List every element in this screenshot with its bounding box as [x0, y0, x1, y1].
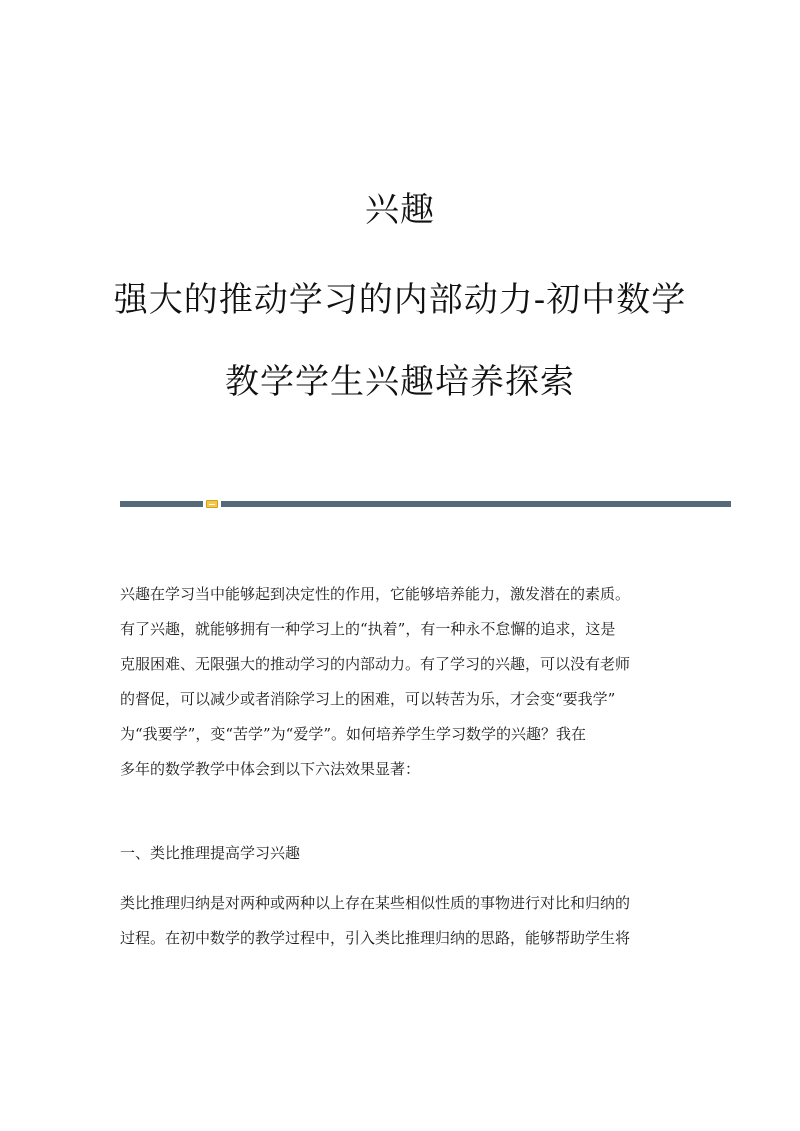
paragraph-line: 的督促，可以减少或者消除学习上的困难，可以转苦为乐，才会变“要我学”: [120, 690, 616, 708]
divider-bar-right: [221, 501, 731, 507]
paragraph-line: 为“我要学”，变“苦学”为“爱学”。如何培养学生学习数学的兴趣？我在: [120, 725, 587, 743]
section-heading-text: 一、类比推理提高学习兴趣: [120, 844, 301, 862]
intro-paragraph: [120, 577, 680, 787]
section-heading-1: [120, 836, 680, 871]
title-line-1: 兴趣: [365, 190, 435, 230]
divider-bar-left: [120, 501, 203, 507]
paragraph-line: 克服困难、无限强大的推动学习的内部动力。有了学习的兴趣，可以没有老师: [120, 655, 631, 673]
paragraph-line: 类比推理归纳是对两种或两种以上存在某些相似性质的事物进行对比和归纳的: [120, 894, 631, 912]
title-line-2: 强大的推动学习的内部动力-初中数学: [113, 280, 687, 320]
paragraph-line: 兴趣在学习当中能够起到决定性的作用，它能够培养能力，激发潜在的素质。: [120, 585, 631, 603]
paragraph-line: 多年的数学教学中体会到以下六法效果显著：: [120, 760, 421, 778]
title-line-3: 教学学生兴趣培养探索: [225, 362, 575, 402]
divider-ornament-icon: [206, 500, 218, 508]
paragraph-line: 有了兴趣，就能够拥有一种学习上的“执着”，有一种永不怠懈的追求，这是: [120, 620, 616, 638]
title-divider: [120, 500, 731, 508]
section-1-paragraph: [120, 886, 680, 956]
paragraph-line: 过程。在初中数学的教学过程中，引入类比推理归纳的思路，能够帮助学生将: [120, 929, 631, 947]
